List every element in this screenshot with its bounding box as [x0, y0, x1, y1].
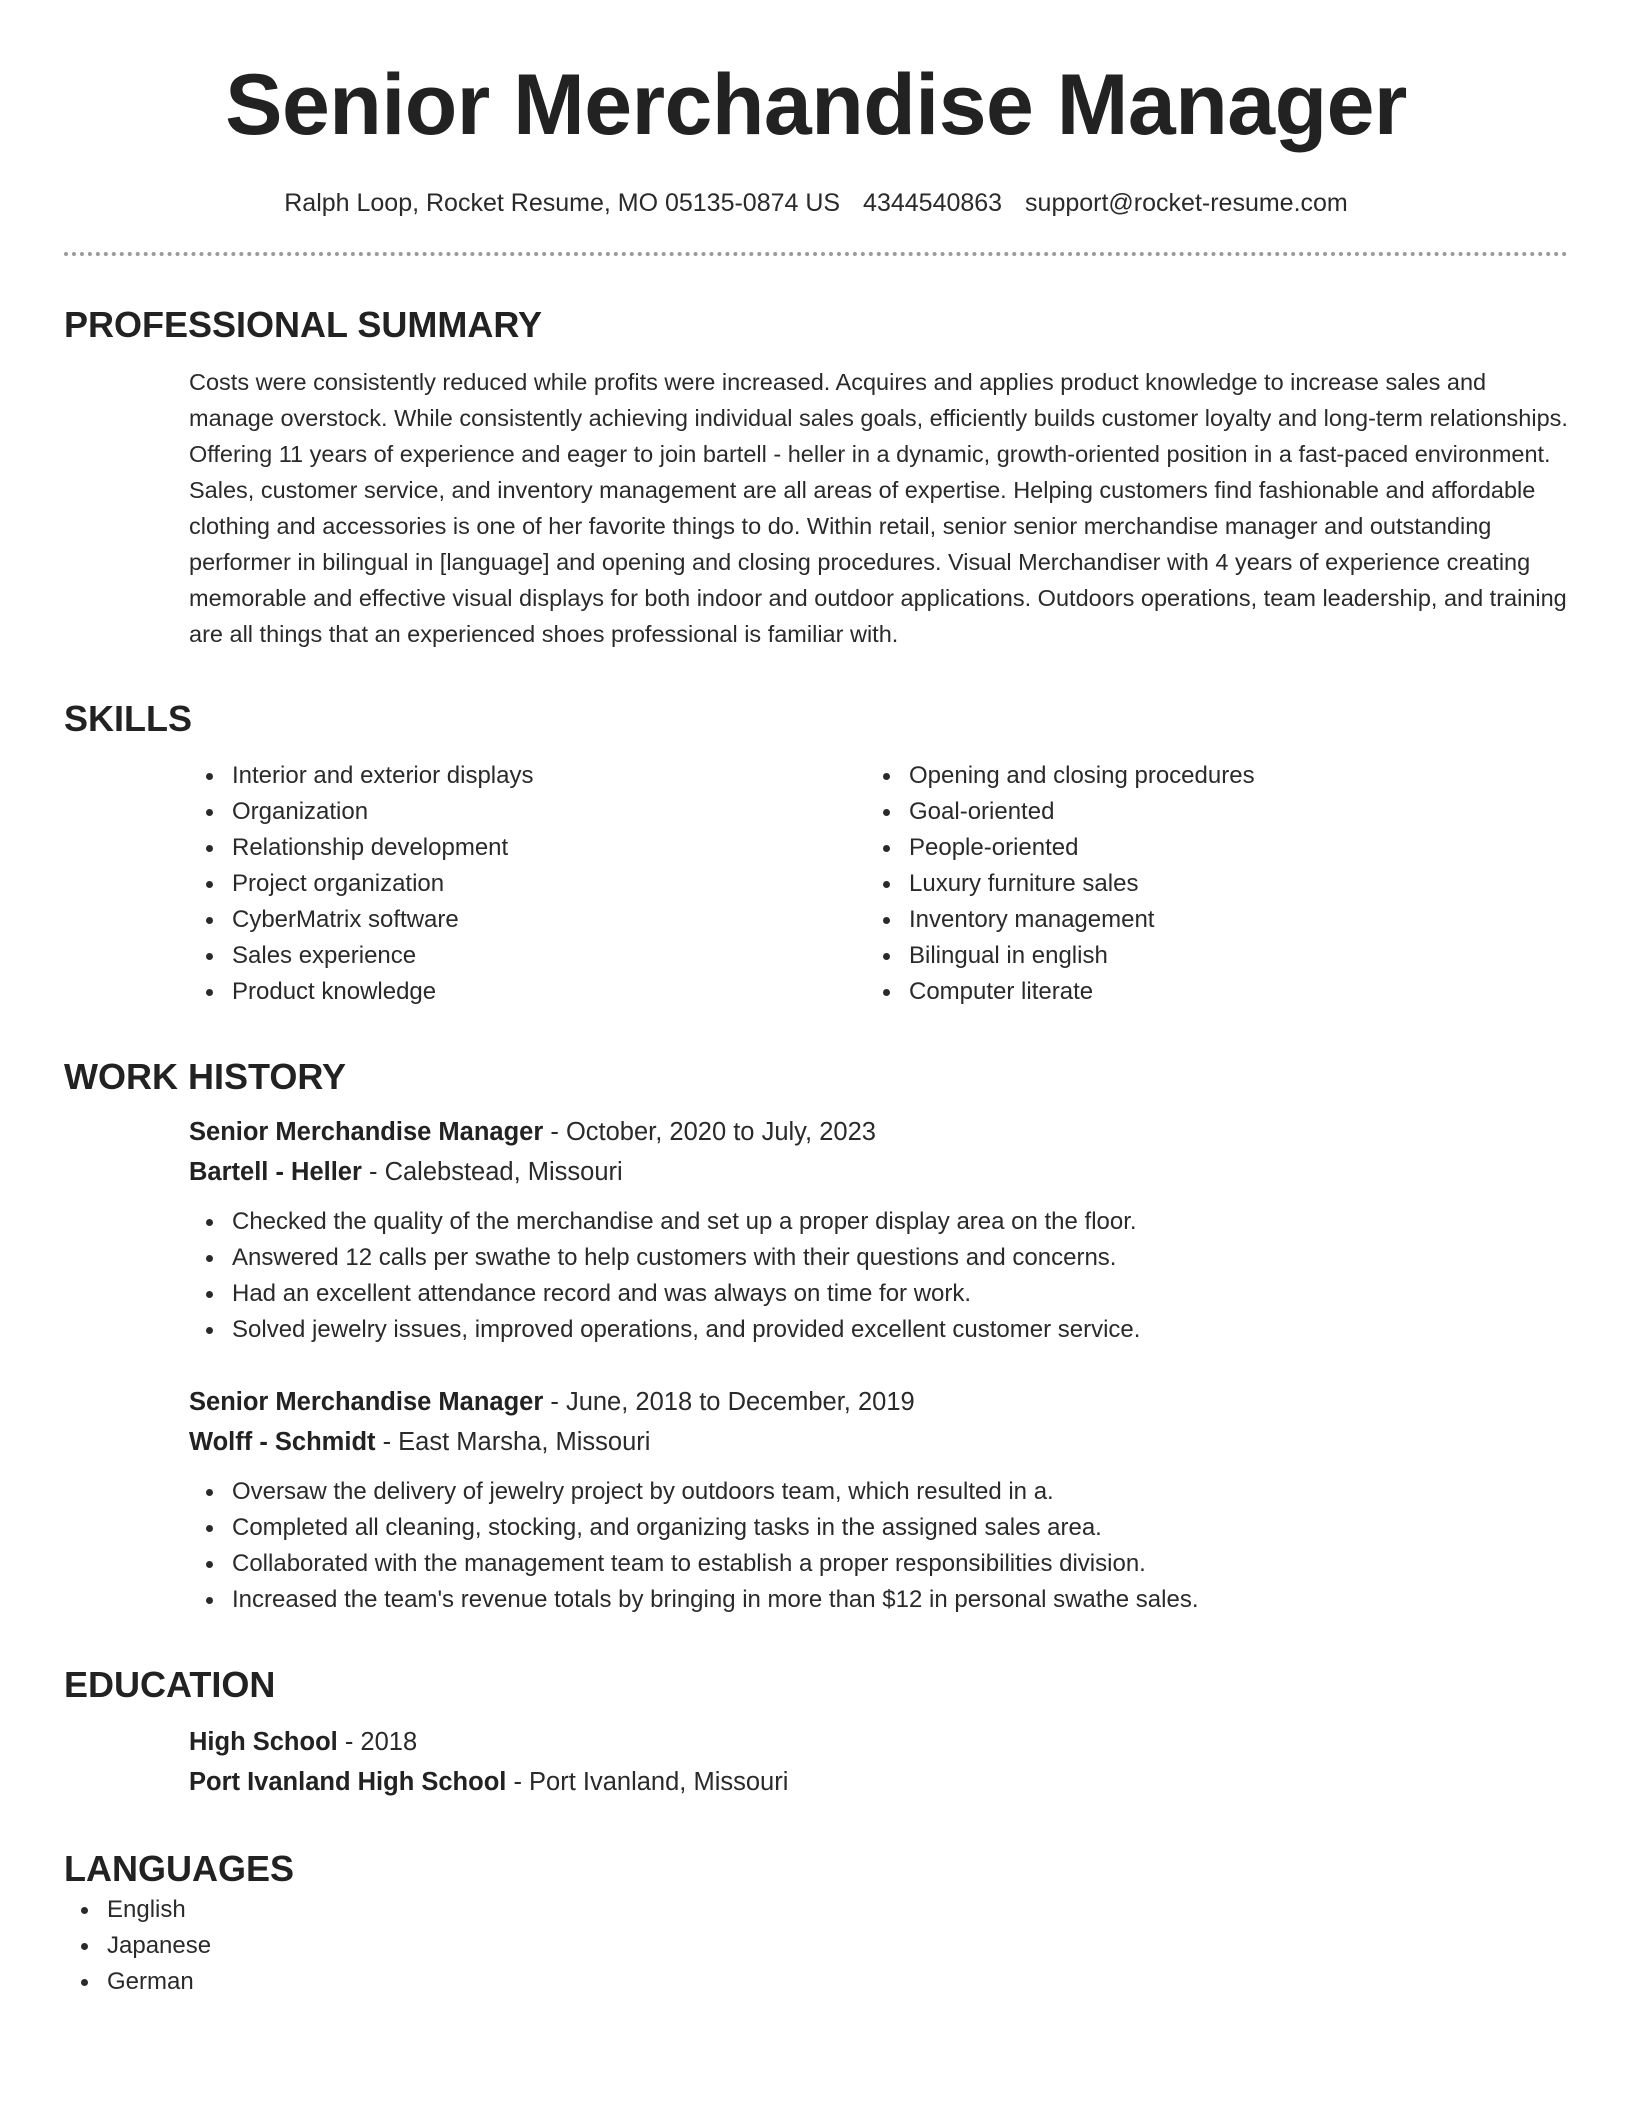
languages-list: [64, 1892, 1568, 2000]
job-bullet: Solved jewelry issues, improved operations, and provided excellent customer service.: [189, 1312, 1568, 1348]
education-degree-line: [189, 1722, 1568, 1762]
job-bullet: Answered 12 calls per swathe to help customers with their questions and concerns.: [189, 1240, 1568, 1276]
languages-heading: LANGUAGES: [64, 1848, 295, 1889]
job-company-line: [189, 1152, 1568, 1192]
education-year: - 2018: [337, 1728, 418, 1756]
resume-title: Senior Merchandise Manager: [225, 57, 1407, 153]
job-location: - East Marsha, Missouri: [375, 1428, 651, 1456]
skill-item: Sales experience: [189, 938, 866, 974]
job-title-line: [189, 1382, 1568, 1422]
skill-item: Bilingual in english: [866, 938, 1543, 974]
education-section: [64, 1662, 1568, 1802]
skills-left-list: [189, 758, 866, 1010]
language-item: English: [64, 1892, 1568, 1928]
skills-section: [64, 696, 1568, 1010]
job-title: Senior Merchandise Manager: [189, 1388, 544, 1416]
job-company: Wolff - Schmidt: [189, 1428, 376, 1456]
skill-item: CyberMatrix software: [189, 902, 866, 938]
skill-item: Organization: [189, 794, 866, 830]
education-location: - Port Ivanland, Missouri: [506, 1768, 789, 1796]
education-entry: [189, 1722, 1568, 1802]
contact-email: support@rocket-resume.com: [1025, 189, 1348, 217]
skills-heading: SKILLS: [64, 698, 193, 739]
skill-item: People-oriented: [866, 830, 1543, 866]
skills-grid: [189, 758, 1568, 1010]
skill-item: Relationship development: [189, 830, 866, 866]
job-entry: [189, 1382, 1568, 1618]
summary-text: Costs were consistently reduced while profits were increased. Acquires and applies product knowledge to increase sales and manage overstock. While consistently achieving individual sales goals, efficiently builds customer loyalty and long-term relationships. Offering 11 years of experience and eager to join bartell - heller in a dynamic, growth-oriented position in a fast-paced environment. Sales, customer service, and inventory management are all areas of expertise. Helping customers find fashionable and affordable clothing and accessories is one of her favorite things to do. Within retail, senior senior merchandise manager and outstanding performer in bilingual in [language] and opening and closing procedures. Visual Merchandiser with 4 years of experience creating memorable and effective visual displays for both indoor and outdoor applications. Outdoors operations, team leadership, and training are all things that an experienced shoes professional is familiar with.: [189, 369, 1568, 647]
skill-item: Luxury furniture sales: [866, 866, 1543, 902]
skill-item: Project organization: [189, 866, 866, 902]
summary-heading: PROFESSIONAL SUMMARY: [64, 304, 543, 345]
contact-address: Ralph Loop, Rocket Resume, MO 05135-0874 US: [284, 189, 841, 217]
job-bullet: Increased the team's revenue totals by bringing in more than $12 in personal swathe sales.: [189, 1582, 1568, 1618]
job-bullet: Checked the quality of the merchandise and set up a proper display area on the floor.: [189, 1204, 1568, 1240]
language-item: German: [64, 1964, 1568, 2000]
job-dates: - October, 2020 to July, 2023: [543, 1118, 876, 1146]
job-company-line: [189, 1422, 1568, 1462]
resume-header: [64, 0, 1568, 220]
education-school: Port Ivanland High School: [189, 1768, 507, 1796]
language-item: Japanese: [64, 1928, 1568, 1964]
job-bullets: [189, 1474, 1568, 1618]
job-company: Bartell - Heller: [189, 1158, 362, 1186]
skill-item: Computer literate: [866, 974, 1543, 1010]
education-heading: EDUCATION: [64, 1664, 276, 1705]
education-degree: High School: [189, 1728, 338, 1756]
job-bullet: Oversaw the delivery of jewelry project by outdoors team, which resulted in a.: [189, 1474, 1568, 1510]
work-history-section: [64, 1054, 1568, 1618]
contact-line: [64, 186, 1568, 220]
languages-section: [64, 1846, 1568, 2000]
job-bullet: Had an excellent attendance record and was always on time for work.: [189, 1276, 1568, 1312]
education-school-line: [189, 1762, 1568, 1802]
skill-item: Product knowledge: [189, 974, 866, 1010]
job-location: - Calebstead, Missouri: [361, 1158, 623, 1186]
skill-item: Inventory management: [866, 902, 1543, 938]
contact-phone: 4344540863: [863, 189, 1003, 217]
summary-section: [64, 302, 1568, 652]
job-dates: - June, 2018 to December, 2019: [543, 1388, 915, 1416]
job-title-line: [189, 1112, 1568, 1152]
skill-item: Interior and exterior displays: [189, 758, 866, 794]
skill-item: Goal-oriented: [866, 794, 1543, 830]
job-bullet: Completed all cleaning, stocking, and organizing tasks in the assigned sales area.: [189, 1510, 1568, 1546]
job-entry: [189, 1112, 1568, 1348]
job-bullets: [189, 1204, 1568, 1348]
skills-right-list: [866, 758, 1543, 1010]
job-bullet: Collaborated with the management team to establish a proper responsibilities division.: [189, 1546, 1568, 1582]
job-title: Senior Merchandise Manager: [189, 1118, 544, 1146]
header-divider: [64, 252, 1568, 256]
skill-item: Opening and closing procedures: [866, 758, 1543, 794]
work-history-heading: WORK HISTORY: [64, 1056, 347, 1097]
